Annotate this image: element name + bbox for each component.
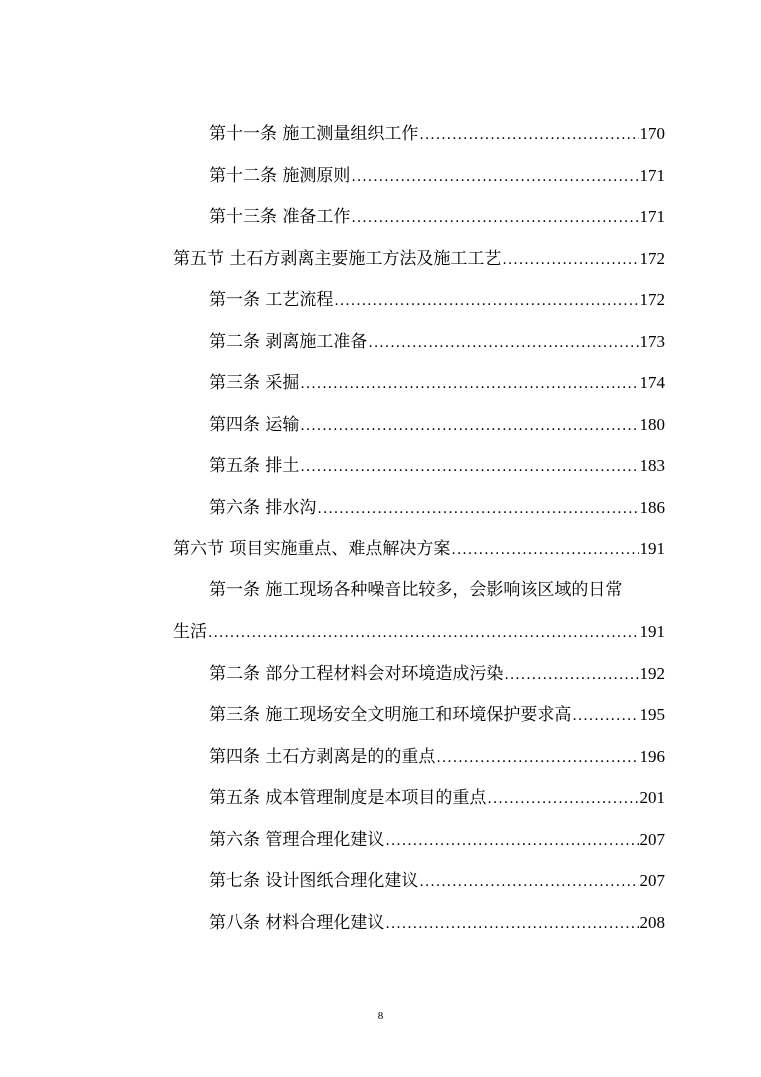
toc-entry-title: 第五条 成本管理制度是本项目的重点 bbox=[209, 788, 487, 808]
toc-section-entry[interactable] bbox=[173, 238, 665, 280]
toc-entry-title: 第四条 土石方剥离是的的重点 bbox=[209, 746, 436, 767]
toc-entry-title: 第一条 施工现场各种噪音比较多，会影响该区域的日常 bbox=[209, 579, 623, 600]
toc-entry-page: 201 bbox=[639, 788, 665, 807]
toc-leader-dots bbox=[334, 281, 638, 323]
toc-entry-wrapped-line2[interactable] bbox=[173, 611, 665, 653]
toc-entry-title: 第十一条 施工测量组织工作 bbox=[209, 124, 419, 144]
toc-entry-page: 183 bbox=[639, 456, 665, 475]
toc-leader-dots bbox=[504, 655, 638, 697]
toc-entry-page: 173 bbox=[639, 331, 665, 351]
toc-entry[interactable] bbox=[173, 279, 665, 321]
toc-entry-title: 第六条 排水沟 bbox=[209, 497, 317, 518]
toc-entry[interactable] bbox=[173, 819, 665, 861]
toc-entry[interactable] bbox=[173, 487, 665, 529]
toc-entry-page: 186 bbox=[639, 497, 665, 517]
toc-entry[interactable] bbox=[173, 777, 665, 819]
toc-entry[interactable] bbox=[173, 736, 665, 778]
toc-entry[interactable] bbox=[173, 321, 665, 363]
toc-entry[interactable] bbox=[173, 196, 665, 238]
toc-leader-dots bbox=[368, 323, 638, 365]
toc-entry-title: 第五条 排土 bbox=[209, 456, 300, 476]
page-number: 8 bbox=[377, 1010, 384, 1022]
toc-entry[interactable] bbox=[173, 404, 665, 446]
toc-entry-page: 171 bbox=[639, 165, 665, 185]
toc-entry-title: 第一条 工艺流程 bbox=[209, 290, 334, 310]
toc-leader-dots bbox=[502, 240, 638, 282]
toc-entry-page: 208 bbox=[639, 912, 665, 932]
table-of-contents bbox=[173, 113, 665, 943]
toc-entry-page: 171 bbox=[639, 207, 665, 226]
toc-entry[interactable] bbox=[173, 653, 665, 695]
toc-entry[interactable] bbox=[173, 902, 665, 944]
toc-entry-title: 第四条 运输 bbox=[209, 414, 300, 435]
toc-entry-page: 172 bbox=[639, 290, 665, 309]
toc-entry-page: 172 bbox=[639, 248, 665, 268]
toc-leader-dots bbox=[572, 696, 638, 738]
toc-leader-dots bbox=[351, 198, 638, 240]
toc-entry-title: 第二条 部分工程材料会对环境造成污染 bbox=[209, 663, 504, 684]
toc-entry-page: 191 bbox=[639, 622, 665, 641]
toc-entry[interactable] bbox=[173, 445, 665, 487]
toc-entry-page: 207 bbox=[639, 829, 665, 849]
toc-leader-dots bbox=[300, 364, 638, 406]
toc-entry-title: 第七条 设计图纸合理化建议 bbox=[209, 871, 419, 891]
toc-leader-dots bbox=[487, 779, 638, 821]
toc-leader-dots bbox=[208, 613, 639, 655]
toc-leader-dots bbox=[300, 406, 638, 448]
toc-entry-title: 第十二条 施测原则 bbox=[209, 165, 351, 186]
toc-entry-title: 第五节 土石方剥离主要施工方法及施工工艺 bbox=[173, 248, 502, 269]
toc-leader-dots bbox=[300, 447, 638, 489]
toc-entry-title: 第十三条 准备工作 bbox=[209, 207, 351, 227]
toc-entry-title: 第六节 项目实施重点、难点解决方案 bbox=[173, 539, 451, 559]
toc-entry-page: 207 bbox=[639, 871, 665, 890]
toc-entry-page: 195 bbox=[639, 705, 665, 724]
toc-entry-title: 第八条 材料合理化建议 bbox=[209, 912, 385, 933]
toc-entry-page: 170 bbox=[639, 124, 665, 143]
toc-leader-dots bbox=[436, 738, 638, 780]
toc-leader-dots bbox=[385, 904, 638, 946]
toc-leader-dots bbox=[351, 157, 638, 199]
toc-entry-title-continued: 生活 bbox=[173, 622, 207, 642]
toc-entry-page: 191 bbox=[639, 539, 665, 558]
toc-leader-dots bbox=[385, 821, 638, 863]
toc-entry[interactable] bbox=[173, 362, 665, 404]
toc-entry-title: 第三条 施工现场安全文明施工和环境保护要求高 bbox=[209, 705, 572, 725]
toc-entry[interactable] bbox=[173, 694, 665, 736]
toc-entry-wrapped-line1[interactable] bbox=[173, 570, 665, 612]
toc-entry-page: 180 bbox=[639, 414, 665, 434]
toc-leader-dots bbox=[317, 489, 638, 531]
toc-leader-dots bbox=[419, 862, 638, 904]
toc-entry-page: 192 bbox=[639, 663, 665, 683]
toc-entry-page: 196 bbox=[639, 746, 665, 766]
toc-entry-page: 174 bbox=[639, 373, 665, 392]
toc-entry[interactable] bbox=[173, 860, 665, 902]
toc-leader-dots bbox=[419, 115, 638, 157]
toc-entry[interactable] bbox=[173, 155, 665, 197]
toc-entry-title: 第三条 采掘 bbox=[209, 373, 300, 393]
toc-entry-title: 第六条 管理合理化建议 bbox=[209, 829, 385, 850]
toc-section-entry[interactable] bbox=[173, 528, 665, 570]
toc-leader-dots bbox=[451, 530, 638, 572]
toc-entry-title: 第二条 剥离施工准备 bbox=[209, 331, 368, 352]
toc-entry[interactable] bbox=[173, 113, 665, 155]
